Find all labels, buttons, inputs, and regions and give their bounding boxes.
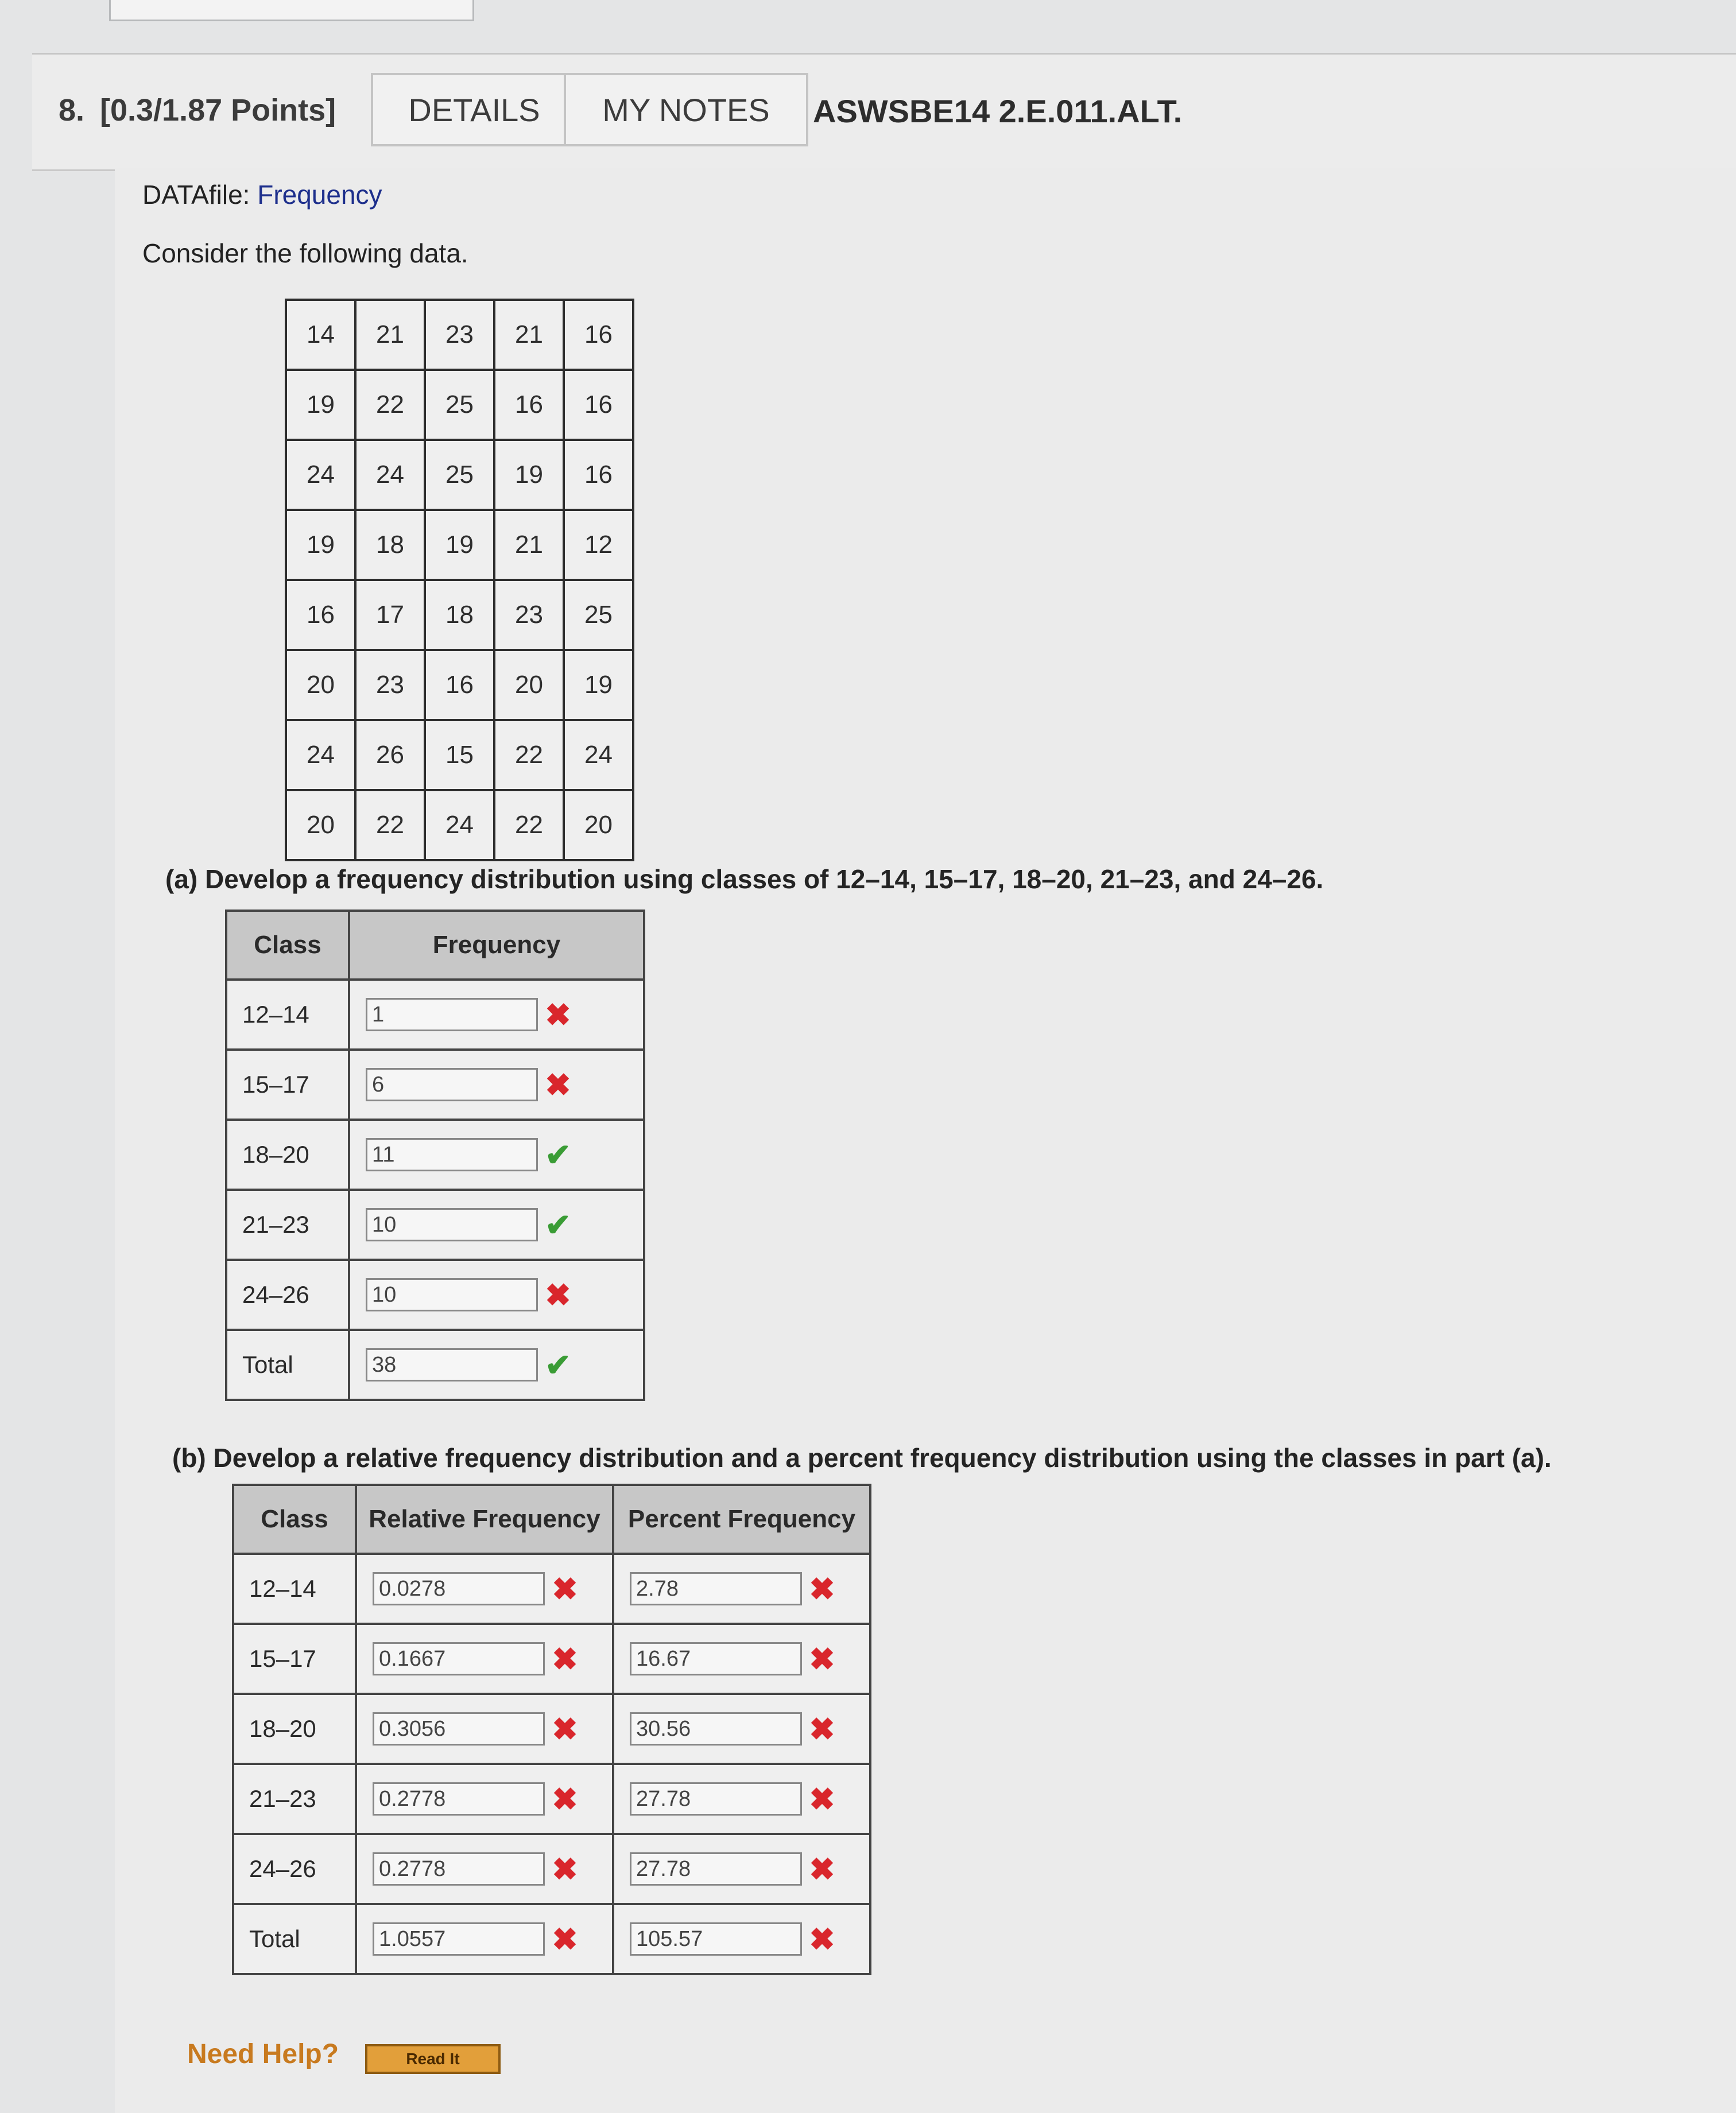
percent-frequency-answer-cell <box>613 1834 870 1904</box>
relative-frequency-input[interactable] <box>373 1572 545 1605</box>
x-mark-icon: ✖ <box>545 1278 571 1313</box>
x-mark-icon: ✖ <box>809 1572 835 1607</box>
relative-frequency-row <box>233 1554 870 1624</box>
percent-frequency-input[interactable] <box>630 1572 802 1605</box>
data-grid-cell: 23 <box>355 650 425 720</box>
part-b-label: (b) Develop a relative frequency distribution and a percent frequency distribution using the classes in part (a). <box>172 1443 1552 1473</box>
percent-frequency-answer-cell <box>613 1694 870 1764</box>
class-label: 18–20 <box>226 1120 349 1190</box>
relative-frequency-answer-cell <box>356 1554 613 1624</box>
frequency-row <box>226 1190 644 1260</box>
percent-frequency-input[interactable] <box>630 1922 802 1956</box>
data-grid-cell: 22 <box>355 370 425 440</box>
frequency-input[interactable] <box>366 998 538 1031</box>
class-label: Total <box>233 1904 356 1974</box>
part-a-label: (a) Develop a frequency distribution using classes of 12–14, 15–17, 18–20, 21–23, and 24–26. <box>165 864 1324 894</box>
class-label: 15–17 <box>233 1624 356 1694</box>
data-grid-cell: 24 <box>425 790 494 860</box>
frequency-table <box>225 910 645 1401</box>
data-grid-cell: 16 <box>564 440 633 510</box>
data-grid-cell: 23 <box>425 300 494 370</box>
percent-frequency-input[interactable] <box>630 1712 802 1746</box>
frequency-row <box>226 1330 644 1400</box>
details-button[interactable]: DETAILS <box>371 73 578 146</box>
data-grid-cell: 21 <box>355 300 425 370</box>
class-label: 24–26 <box>233 1834 356 1904</box>
class-header: Class <box>226 911 349 980</box>
frequency-answer-cell <box>349 1190 644 1260</box>
data-grid-cell: 18 <box>355 510 425 580</box>
data-grid-cell: 16 <box>286 580 355 650</box>
data-grid-cell: 18 <box>425 580 494 650</box>
x-mark-icon: ✖ <box>545 997 571 1032</box>
x-mark-icon: ✖ <box>809 1852 835 1887</box>
x-mark-icon: ✖ <box>552 1922 578 1957</box>
relative-frequency-input[interactable] <box>373 1922 545 1956</box>
data-grid-cell: 16 <box>564 300 633 370</box>
frequency-answer-cell <box>349 980 644 1050</box>
data-grid-cell: 25 <box>425 440 494 510</box>
relative-frequency-answer-cell <box>356 1834 613 1904</box>
relative-frequency-row <box>233 1764 870 1834</box>
x-mark-icon: ✖ <box>545 1067 571 1102</box>
frequency-input[interactable] <box>366 1208 538 1241</box>
x-mark-icon: ✖ <box>552 1852 578 1887</box>
data-grid-cell: 16 <box>494 370 564 440</box>
data-grid-cell: 24 <box>286 440 355 510</box>
frequency-answer-cell <box>349 1050 644 1120</box>
percent-frequency-answer-cell <box>613 1904 870 1974</box>
data-grid-cell: 20 <box>286 790 355 860</box>
relative-frequency-answer-cell <box>356 1904 613 1974</box>
x-mark-icon: ✖ <box>809 1782 835 1817</box>
relative-frequency-answer-cell <box>356 1694 613 1764</box>
frequency-answer-cell <box>349 1120 644 1190</box>
frequency-header: Frequency <box>349 911 644 980</box>
data-grid-cell: 19 <box>564 650 633 720</box>
data-grid-cell: 22 <box>355 790 425 860</box>
data-grid-cell: 21 <box>494 300 564 370</box>
need-help-label: Need Help? <box>187 2039 339 2069</box>
class-label: 21–23 <box>226 1190 349 1260</box>
data-grid-row <box>286 580 633 650</box>
frequency-answer-cell <box>349 1260 644 1330</box>
x-mark-icon: ✖ <box>809 1922 835 1957</box>
frequency-answer-cell <box>349 1330 644 1400</box>
x-mark-icon: ✖ <box>809 1642 835 1677</box>
data-grid-row <box>286 300 633 370</box>
relative-frequency-answer-cell <box>356 1624 613 1694</box>
data-grid-row <box>286 790 633 860</box>
percent-frequency-header: Percent Frequency <box>613 1485 870 1554</box>
data-grid-cell: 26 <box>355 720 425 790</box>
frequency-row <box>226 1120 644 1190</box>
data-grid-cell: 24 <box>564 720 633 790</box>
data-grid-cell: 16 <box>425 650 494 720</box>
frequency-row <box>226 980 644 1050</box>
relative-frequency-answer-cell <box>356 1764 613 1834</box>
relative-frequency-input[interactable] <box>373 1852 545 1886</box>
data-grid-cell: 14 <box>286 300 355 370</box>
data-grid-cell: 19 <box>494 440 564 510</box>
class-label: 24–26 <box>226 1260 349 1330</box>
data-grid-cell: 20 <box>286 650 355 720</box>
data-grid-cell: 25 <box>564 580 633 650</box>
percent-frequency-answer-cell <box>613 1764 870 1834</box>
class-label: 18–20 <box>233 1694 356 1764</box>
question-points: [0.3/1.87 Points] <box>100 93 336 127</box>
data-grid-cell: 22 <box>494 790 564 860</box>
class-label: 12–14 <box>233 1554 356 1624</box>
data-grid-cell: 12 <box>564 510 633 580</box>
data-grid-cell: 15 <box>425 720 494 790</box>
frequency-input[interactable] <box>366 1068 538 1101</box>
class-label: Total <box>226 1330 349 1400</box>
datafile-link[interactable]: Frequency <box>257 180 382 210</box>
question-number: 8. <box>59 93 85 127</box>
datafile-line <box>142 179 382 210</box>
class-label: 21–23 <box>233 1764 356 1834</box>
relative-frequency-row <box>233 1834 870 1904</box>
data-grid-row <box>286 370 633 440</box>
check-mark-icon: ✔ <box>545 1137 571 1172</box>
relative-frequency-table <box>232 1484 871 1975</box>
data-grid-cell: 19 <box>286 510 355 580</box>
relative-frequency-input[interactable] <box>373 1782 545 1816</box>
my-notes-button[interactable]: MY NOTES <box>564 73 808 146</box>
percent-frequency-answer-cell <box>613 1624 870 1694</box>
x-mark-icon: ✖ <box>552 1642 578 1677</box>
question-header <box>32 53 1736 171</box>
data-grid-cell: 19 <box>286 370 355 440</box>
data-grid-cell: 17 <box>355 580 425 650</box>
class-label: 15–17 <box>226 1050 349 1120</box>
frequency-input[interactable] <box>366 1278 538 1311</box>
data-grid-cell: 20 <box>564 790 633 860</box>
x-mark-icon: ✖ <box>552 1572 578 1607</box>
data-grid-cell: 23 <box>494 580 564 650</box>
relative-frequency-row <box>233 1904 870 1974</box>
previous-question-edge <box>109 0 474 21</box>
percent-frequency-input[interactable] <box>630 1852 802 1886</box>
relative-frequency-header: Relative Frequency <box>356 1485 613 1554</box>
frequency-row <box>226 1050 644 1120</box>
data-grid-row <box>286 650 633 720</box>
data-grid-row <box>286 720 633 790</box>
data-grid-cell: 20 <box>494 650 564 720</box>
frequency-input[interactable] <box>366 1138 538 1171</box>
check-mark-icon: ✔ <box>545 1348 571 1383</box>
data-grid-cell: 22 <box>494 720 564 790</box>
data-grid-row <box>286 440 633 510</box>
x-mark-icon: ✖ <box>809 1712 835 1747</box>
data-grid <box>285 299 634 861</box>
data-grid-cell: 21 <box>494 510 564 580</box>
class-header: Class <box>233 1485 356 1554</box>
frequency-row <box>226 1260 644 1330</box>
frequency-input[interactable] <box>366 1348 538 1381</box>
datafile-prefix: DATAfile: <box>142 180 250 210</box>
percent-frequency-input[interactable] <box>630 1642 802 1675</box>
relative-frequency-input[interactable] <box>373 1642 545 1675</box>
percent-frequency-answer-cell <box>613 1554 870 1624</box>
x-mark-icon: ✖ <box>552 1712 578 1747</box>
question-code: ASWSBE14 2.E.011.ALT. <box>813 93 1183 129</box>
relative-frequency-row <box>233 1694 870 1764</box>
class-label: 12–14 <box>226 980 349 1050</box>
percent-frequency-input[interactable] <box>630 1782 802 1816</box>
data-grid-cell: 24 <box>355 440 425 510</box>
relative-frequency-row <box>233 1624 870 1694</box>
intro-text: Consider the following data. <box>142 238 468 268</box>
data-grid-row <box>286 510 633 580</box>
x-mark-icon: ✖ <box>552 1782 578 1817</box>
data-grid-cell: 24 <box>286 720 355 790</box>
relative-frequency-input[interactable] <box>373 1712 545 1746</box>
read-it-button[interactable]: Read It <box>365 2044 501 2074</box>
data-grid-cell: 19 <box>425 510 494 580</box>
check-mark-icon: ✔ <box>545 1208 571 1243</box>
data-grid-cell: 16 <box>564 370 633 440</box>
data-grid-cell: 25 <box>425 370 494 440</box>
